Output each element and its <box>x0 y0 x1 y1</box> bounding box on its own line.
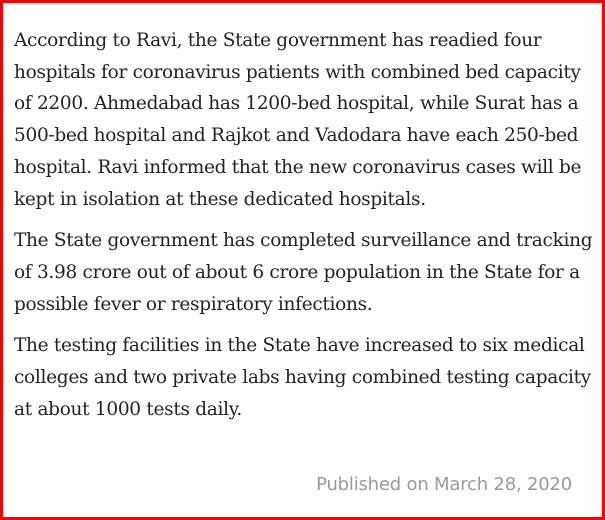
published-date: Published on March 28, 2020 <box>316 474 572 495</box>
article-paragraph-3: The testing facilities in the State have increased to six medical colleges and two private labs having combined testing capacity at about 1000 tests daily. <box>14 335 591 420</box>
article-excerpt <box>14 25 594 435</box>
article-paragraph-1: According to Ravi, the State government has readied four hospitals for coronavirus patients with combined bed capacity of 2200. Ahmedabad has 1200-bed hospital, while Surat has a 500-bed hospital and Rajkot and Vadodara have each 250-bed hospital. Ravi informed that the new coronavirus cases will be kept in isolation at these dedicated hospitals. <box>14 30 582 210</box>
article-paragraph-2: The State government has completed surveillance and tracking of 3.98 crore out of about 6 crore population in the State for a possible fever or respiratory infections. <box>14 230 593 315</box>
